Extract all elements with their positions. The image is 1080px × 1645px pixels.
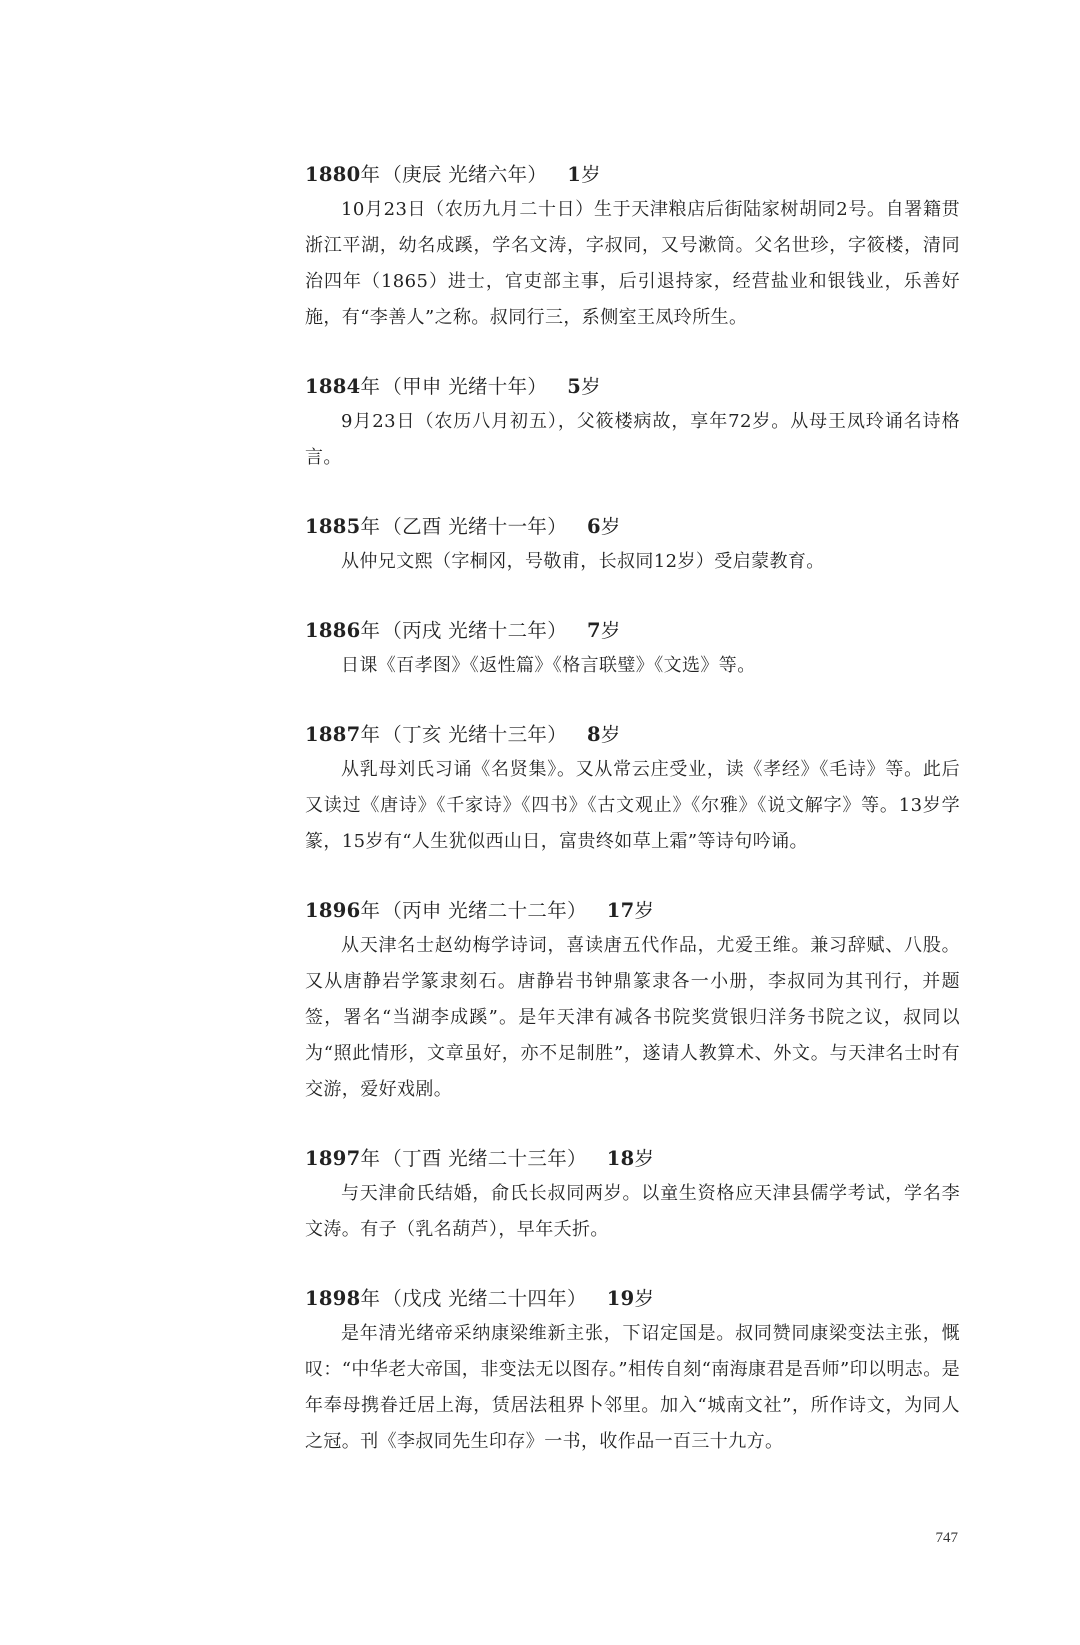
entry-age-number: 6 xyxy=(587,515,601,538)
entry-age-unit: 岁 xyxy=(634,899,655,922)
entry-era: （乙酉 光绪十一年） xyxy=(382,515,567,538)
entry-text: 10月23日（农历九月二十日）生于天津粮店后街陆家树胡同2号。自署籍贯浙江平湖，幼名成蹊，学名文涛，字叔同，又号漱筒。父名世珍，字筱楼，清同治四年（1865）进士，官吏部主事，后引退持家，经营盐业和银钱业，乐善好施，有“李善人”之称。叔同行三，系侧室王凤玲所生。 xyxy=(305,199,960,328)
entry-text: 是年清光绪帝采纳康梁维新主张，下诏定国是。叔同赞同康梁变法主张，慨叹：“中华老大帝国，非变法无以图存。”相传自刻“南海康君是吾师”印以明志。是年奉母携眷迁居上海，赁居法租界卜邻里。加入“城南文社”，所作诗文，为同人之冠。刊《李叔同先生印存》一书，收作品一百三十九方。 xyxy=(305,1323,961,1452)
entry-year: 1887 xyxy=(305,723,361,746)
entry-age-number: 19 xyxy=(606,1287,635,1310)
entry-age-number: 1 xyxy=(567,163,582,186)
entry-era: （庚辰 光绪六年） xyxy=(382,163,548,186)
entry-year-unit: 年 xyxy=(360,899,381,922)
entry-text: 从乳母刘氏习诵《名贤集》。又从常云庄受业，读《孝经》《毛诗》等。此后又读过《唐诗》《千家诗》《四书》《古文观止》《尔雅》《说文解字》等。13岁学篆，15岁有“人生犹似西山日，富贵终如草上霜”等诗句吟诵。 xyxy=(305,759,960,852)
entry-heading xyxy=(305,510,960,544)
page-number: 747 xyxy=(935,1530,958,1546)
entry-1898 xyxy=(305,1282,960,1460)
entry-year-unit: 年 xyxy=(360,1287,381,1310)
entry-era: （丙申 光绪二十二年） xyxy=(382,899,587,922)
entry-heading xyxy=(305,894,960,928)
entry-era: （丙戌 光绪十二年） xyxy=(382,619,567,642)
chronology-page xyxy=(305,158,960,1494)
entry-text: 与天津俞氏结婚，俞氏长叔同两岁。以童生资格应天津县儒学考试，学名李文涛。有子（乳名葫芦），早年夭折。 xyxy=(305,1183,960,1240)
entry-era: （甲申 光绪十年） xyxy=(382,375,548,398)
entry-1885 xyxy=(305,510,960,580)
entry-year: 1886 xyxy=(305,619,361,642)
entry-1896 xyxy=(305,894,960,1108)
entry-age-unit: 岁 xyxy=(581,163,601,186)
entry-age-unit: 岁 xyxy=(600,515,621,538)
entry-1897 xyxy=(305,1142,960,1248)
entry-1887 xyxy=(305,718,960,860)
entry-age-number: 18 xyxy=(606,1147,635,1170)
entry-age-unit: 岁 xyxy=(634,1287,655,1310)
entry-year-unit: 年 xyxy=(360,723,381,746)
entry-year: 1897 xyxy=(305,1147,361,1170)
entry-year-unit: 年 xyxy=(360,375,381,398)
entry-year: 1898 xyxy=(305,1287,361,1310)
entry-heading xyxy=(305,718,960,752)
entry-year: 1884 xyxy=(305,375,361,398)
entry-heading xyxy=(305,370,960,404)
entry-year-unit: 年 xyxy=(360,163,381,186)
entry-age-number: 8 xyxy=(587,723,601,746)
entry-age-number: 5 xyxy=(567,375,582,398)
entry-year-unit: 年 xyxy=(360,1147,381,1170)
entry-era: （丁亥 光绪十三年） xyxy=(382,723,567,746)
entry-1886 xyxy=(305,614,960,684)
entry-year: 1880 xyxy=(305,163,361,186)
entry-year-unit: 年 xyxy=(360,515,381,538)
entry-heading xyxy=(305,1282,960,1316)
entry-era: （戊戌 光绪二十四年） xyxy=(382,1287,587,1310)
entry-year: 1885 xyxy=(305,515,361,538)
entry-age-unit: 岁 xyxy=(600,619,621,642)
entry-age-number: 17 xyxy=(606,899,635,922)
entry-1884 xyxy=(305,370,960,476)
entry-heading xyxy=(305,158,960,192)
entry-1880 xyxy=(305,158,960,336)
entry-era: （丁酉 光绪二十三年） xyxy=(382,1147,587,1170)
entry-text: 日课《百孝图》《返性篇》《格言联璧》《文选》等。 xyxy=(341,655,756,676)
entry-heading xyxy=(305,1142,960,1176)
entry-text: 从天津名士赵幼梅学诗词，喜读唐五代作品，尤爱王维。兼习辞赋、八股。又从唐静岩学篆隶刻石。唐静岩书钟鼎篆隶各一小册，李叔同为其刊行，并题签，署名“当湖李成蹊”。是年天津有减各书院奖赏银归洋务书院之议，叔同以为“照此情形，文章虽好，亦不足制胜”，遂请人教算术、外文。与天津名士时有交游，爱好戏剧。 xyxy=(305,935,960,1100)
entry-age-unit: 岁 xyxy=(634,1147,655,1170)
entry-year-unit: 年 xyxy=(360,619,381,642)
entry-age-unit: 岁 xyxy=(600,723,621,746)
entry-text: 9月23日（农历八月初五），父筱楼病故，享年72岁。从母王凤玲诵名诗格言。 xyxy=(305,411,960,468)
entry-heading xyxy=(305,614,960,648)
entry-text: 从仲兄文熙（字桐冈，号敬甫，长叔同12岁）受启蒙教育。 xyxy=(341,551,825,572)
entry-age-number: 7 xyxy=(587,619,601,642)
entry-age-unit: 岁 xyxy=(581,375,601,398)
entry-year: 1896 xyxy=(305,899,361,922)
